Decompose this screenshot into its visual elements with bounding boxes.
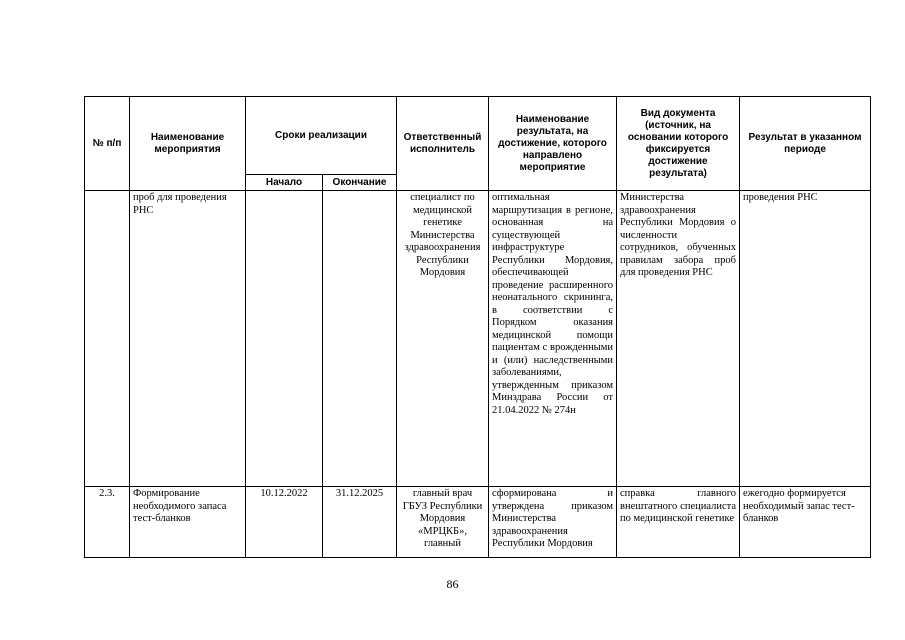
- header-start: Начало: [246, 175, 323, 191]
- cell-document-type: Министерства здравоохранения Республики Мордовия о численности сотрудников, обученных правилам забора проб для проведения РНС: [617, 191, 740, 487]
- header-responsible: Ответственный исполнитель: [397, 97, 489, 191]
- cell-responsible: специалист по медицинской генетике Министерства здравоохранения Республики Мордовия: [397, 191, 489, 487]
- cell-end-date: [323, 191, 397, 487]
- header-document-type: Вид документа (источник, на основании которого фиксируется достижение результата): [617, 97, 740, 191]
- cell-period-result: ежегодно формируется необходимый запас тест-бланков: [740, 487, 871, 558]
- cell-event-name: проб для проведения РНС: [130, 191, 246, 487]
- page-number: 86: [446, 577, 459, 591]
- cell-start-date: [246, 191, 323, 487]
- table-row: [85, 487, 871, 558]
- cell-responsible: главный врач ГБУЗ Республики Мордовия «МРЦКБ», главный: [397, 487, 489, 558]
- table-row: [85, 191, 871, 487]
- cell-result-name: оптимальная маршрутизация в регионе, основанная на существующей инфраструктуре Республики Мордовия, обеспечивающей проведение расширенного неонатального скрининга, в соответствии с Порядком оказания медицинской помощи пациентам с врожденными и (или) наследственными заболеваниями, утвержденным приказом Минздрава России от 21.04.2022 № 274н: [489, 191, 617, 487]
- cell-start-date: 10.12.2022: [246, 487, 323, 558]
- header-end: Окончание: [323, 175, 397, 191]
- cell-end-date: 31.12.2025: [323, 487, 397, 558]
- plan-table: [84, 96, 871, 558]
- cell-number: 2.3.: [85, 487, 130, 558]
- header-number: № п/п: [85, 97, 130, 191]
- header-period-result: Результат в указанном периоде: [740, 97, 871, 191]
- cell-period-result: проведения РНС: [740, 191, 871, 487]
- cell-result-name: сформирована и утверждена приказом Министерства здравоохранения Республики Мордовия: [489, 487, 617, 558]
- cell-event-name: Формирование необходимого запаса тест-бланков: [130, 487, 246, 558]
- cell-document-type: справка главного внештатного специалиста по медицинской генетике: [617, 487, 740, 558]
- header-event-name: Наименование мероприятия: [130, 97, 246, 191]
- header-implementation-terms: Сроки реализации: [246, 97, 397, 175]
- header-result-name: Наименование результата, на достижение, которого направлено мероприятие: [489, 97, 617, 191]
- cell-number: [85, 191, 130, 487]
